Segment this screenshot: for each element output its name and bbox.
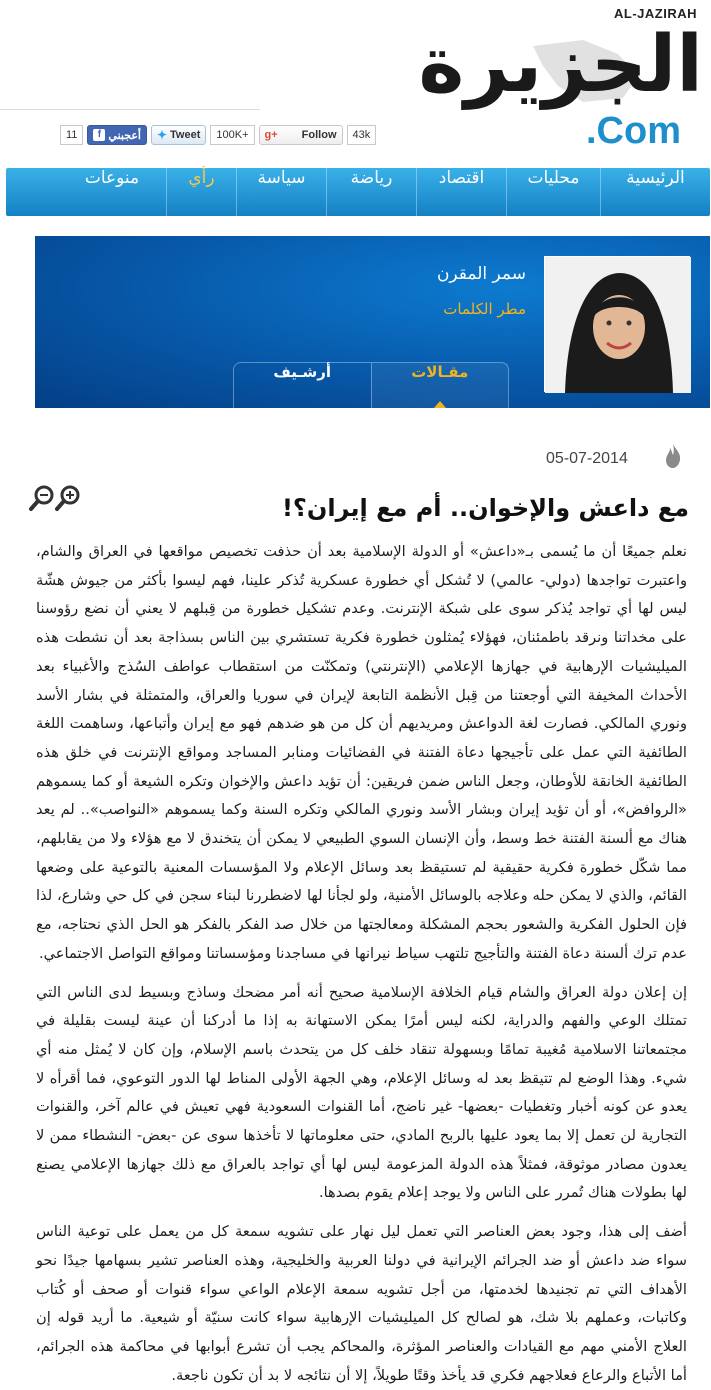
google-plus-follow-button[interactable] xyxy=(259,125,343,145)
article-paragraph: أضف إلى هذا، وجود بعض العناصر التي تعمل ليل نهار على تشويه سمعة كل من يعمل على توعية الناس سواء ضد داعش أو ضد الجرائم الإيرانية في دولنا العربية والخليجية، وهذه العناصر تشير بسهامها جيدًا نحو الأهداف التي تم تجنيدها لخدمتها، من أجل تشويه سمعة الإعلام الواعي سواء قنوات أو صحف أو كُتاب وكاتبات، وعملهم بلا شك، هو لصالح كل الميليشيات الإرهابية سواء كانت سنيّة أو شيعية. ما أريد قوله إن العلاج الأمني مهم مع القيادات والعناصر المؤثرة، والمحاكم يجب أن تشرع أبوابها في محاكمة هذه الجرائم، أما الأتباع والرعاع فعلاجهم فكري قد يأخذ وقتًا طويلاً، إلا أن نتائجه لا بد أن تكون ناجعة. xyxy=(36,1223,687,1384)
author-photo xyxy=(544,256,690,392)
article-paragraph: إن إعلان دولة العراق والشام قيام الخلافة الإسلامية صحيح أنه أمر مضحك وساذج وبسيط لدى الناس التي تمتلك الوعي والفهم والدراية، لكنه ليس أمرًا يمكن الاستهانة به إذا ما أدركنا أن عينة ليست بقليلة في مجتمعاتنا الاسلامية مُغيبة تمامًا وبسهولة تنقاد خلف كل من يتحدث باسم الإسلام، وإن كان لا يُمثل منه أي شيء. وهذا الوضع لم تتيقظ بعد له وسائل الإعلام، وهي الجهة الأولى المناط لها الدور التوعوي، فما أقرأه لا يعدو عن كونه أخبار وتغطيات -بعضها- غير ناضج، أما القنوات السعودية فهي تعيش في عالم آخر، والقنوات التجارية لن تعمل إلا بما يعود عليها بالربح المادي، حتى معلوماتها لا تأخذها سوى عن -بعض- النشطاء ممن لا يعدون مصادر موثوقة، فمثلاً هذه الدولة المزعومة ليس لها أي تواجد بالعراق مع ذلك جهازها الإعلامي يصنع لها بطولات هناك تُمرر على الناس ولا يوجد إعلام يقوم بصدها. xyxy=(36,983,687,1202)
facebook-like-button[interactable] xyxy=(87,125,147,145)
tab-archive[interactable] xyxy=(234,363,371,408)
author-name[interactable]: سمر المقرن xyxy=(436,264,526,284)
article-body xyxy=(36,538,687,1390)
twitter-bird-icon: ✦ xyxy=(156,128,168,142)
facebook-like-count: 11 xyxy=(60,125,83,145)
tweet-button[interactable] xyxy=(151,125,206,145)
logo-dotcom-text: .Com xyxy=(586,110,681,152)
nav-item-home[interactable]: الرئيسية xyxy=(600,168,710,216)
nav-item-sports[interactable]: رياضة xyxy=(326,168,416,216)
tab-articles-label: مقـالات xyxy=(411,363,469,381)
active-tab-arrow-icon xyxy=(434,401,446,408)
google-plus-count: 43k xyxy=(347,125,377,145)
article-paragraph: نعلم جميعًا أن ما يُسمى بـ«داعش» أو الدولة الإسلامية بعد أن حذفت تخصيص مواقعها في العراق والشام، واعتبرت تواجدها (دولي- عالمي) لا تُشكل أي خطورة عسكرية تُذكر علينا، فهم ليسوا بأكثر من جيوش هشّة ليس لها أي تواجد يُذكر سوى على شبكة الإنترنت. وعدم تشكيل خطورة من قِبلهم لا يعني أن نضع رؤوسنا على مخداتنا ونرقد باطمئنان، فهؤلاء يُمثلون خطورة فكرية تستشري بين الناس بسذاجة بعد أن نشطت هذه الميليشيات الإرهابية في جهازها الإعلامي (الإنترنتي) وتمكنّت من استقطاب عواطف السُذج والأغبياء بعد الأحداث المخيفة التي أوجعتنا من قِبل الأنظمة التابعة لإيران في سوريا والعراق، والمتمثلة في بشار الأسد ونوري المالكي. فصارت لغة الدواعش ومريديهم أن كل من هو ضدهم فهو مع إيران وأتباعها، وساهمت اللغة الطائفية التي عمل على تأجيجها دعاة الفتنة في الفضائيات ومنابر المساجد ومواقع الإنترنت في خلق هذه الطائفية الخانقة للأوطان، وجعل الناس ضمن فريقين: أن تؤيد داعش والإخوان وتكره الشيعة أو كما يسموهم «الروافض»، أو أن تؤيد إيران وبشار الأسد ونوري المالكي وتكره السنة وكما يسموهم «النواصب».. لم يعد هناك مع ألسنة الفتنة خط وسط، وأن الإنسان السوي الطبيعي لا يمكن أن يتخندق لا مع هؤلاء ولا من يقابلهم، مما شكّل خطورة فكرية حقيقية لم تستيقظ بعد وسائل الإعلام ولا المؤسسات المعنية بالتوعية على وضعها القائم، والذي لا يمكن حله وعلاجه بالوسائل الأمنية، ولو لجأنا لها لاضطررنا لبناء سجن في كل حي وشارع، لذا فإن الحلول الفكرية والشعور بحجم المشكلة ومعالجتها من خلال صد الفكر بالفكر هو الحل الذي نحتاجه، مع عدم ترك ألسنة دعاة الفتنة والتأجيج تلتهب سياط نيرانها في مساجدنا ومؤسساتنا ومواقع التواصل الاجتماعي. xyxy=(36,543,687,962)
flame-icon xyxy=(664,444,682,468)
tweet-count: 100K+ xyxy=(210,125,254,145)
article-date: 05-07-2014 xyxy=(546,450,628,467)
google-plus-follow-label: Follow xyxy=(301,129,337,141)
nav-item-economy[interactable]: اقتصاد xyxy=(416,168,506,216)
facebook-icon: f xyxy=(93,129,105,141)
article-title: مع داعش والإخوان.. أم مع إيران؟! xyxy=(281,494,689,522)
logo-latin-text: AL-JAZIRAH xyxy=(614,6,697,21)
logo-arabic-text: الجزيرة xyxy=(418,20,703,110)
author-column-name: مطر الكلمات xyxy=(443,300,526,318)
nav-item-politics[interactable]: سياسة xyxy=(236,168,326,216)
header-divider xyxy=(0,109,260,110)
author-banner xyxy=(35,236,710,408)
zoom-text-icon[interactable] xyxy=(28,482,86,512)
tweet-label: Tweet xyxy=(170,129,201,141)
google-plus-icon: g+ xyxy=(264,129,278,141)
tab-articles[interactable] xyxy=(371,363,509,408)
nav-item-opinion[interactable]: رأي xyxy=(166,168,236,216)
nav-item-misc[interactable]: منوعات xyxy=(84,168,140,188)
main-nav xyxy=(6,168,710,216)
facebook-like-label: أعجبني xyxy=(108,129,141,142)
tab-archive-label: أرشـيف xyxy=(273,363,332,381)
social-share-bar xyxy=(60,124,376,146)
author-tabs xyxy=(233,362,509,408)
nav-item-local[interactable]: محليات xyxy=(506,168,600,216)
author-portrait-image xyxy=(545,257,691,393)
site-logo[interactable] xyxy=(418,6,703,156)
